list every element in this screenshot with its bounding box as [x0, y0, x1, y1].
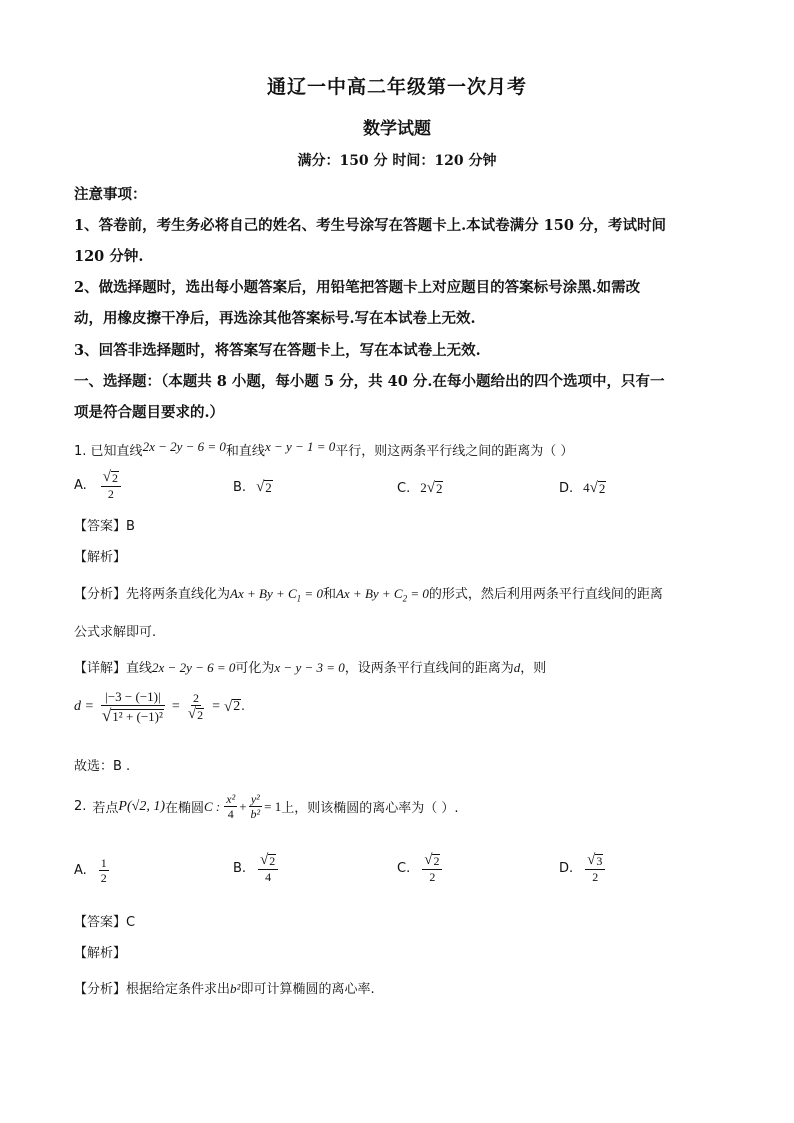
question-number: 2.: [74, 799, 87, 814]
text: 即可计算椭圆的离心率.: [240, 982, 375, 997]
formula-denominator: 1² + (−1)²: [112, 709, 163, 725]
option-label: D.: [559, 860, 574, 876]
fraction: $\frac{\text{x²}}{4}$: [226, 792, 236, 821]
point: P(√2, 1): [118, 798, 165, 814]
question-number: 1.: [74, 444, 87, 459]
section-heading-line-1: 一、选择题：（本题共 8 小题，每小题 5 分，共 40 分.在每小题给出的四个选项中，只有一: [74, 373, 665, 390]
text: 可化为: [235, 661, 275, 676]
section-heading-line-2: 项是符合题目要求的.）: [74, 404, 225, 421]
equation: x − y − 3 = 0: [274, 660, 345, 675]
analysis-xiangjie: [74, 657, 546, 676]
equation: $Ax + By + C_2 = 0$: [335, 586, 429, 604]
ellipse-label: C :: [204, 798, 221, 814]
conclusion: 故选：B .: [74, 759, 131, 774]
notice-item-2-line-2: 动，用橡皮擦干净后，再选涂其他答案标号.写在本试卷上无效.: [74, 310, 476, 327]
option-d: [559, 853, 607, 883]
stem-text: 已知直线: [90, 444, 143, 459]
distance-formula: d = |−3 − (−1)| √ 1² + (−1)² = 2 √ 2 = √ 2 .: [74, 689, 245, 725]
text: 的形式，然后利用两条平行直线间的距离: [428, 587, 663, 602]
formula-fraction: |−3 − (−1)| √ 1² + (−1)²: [101, 689, 163, 725]
analysis-heading: 【解析】: [74, 946, 127, 961]
fraction: √ 2 2: [101, 470, 121, 500]
formula-mid-fraction: 2 √ 2: [187, 691, 204, 723]
notice-item-3: 3、回答非选择题时，将答案写在答题卡上，写在本试卷上无效.: [74, 342, 481, 359]
option-label: C.: [397, 480, 411, 496]
sqrt-expression: √ 2: [256, 479, 272, 496]
option-label: A.: [74, 863, 87, 878]
question-1-stem: [74, 440, 573, 459]
equation: 2x − 2y − 6 = 0: [142, 439, 226, 454]
formula-lhs: d =: [74, 699, 94, 714]
notice-heading: 注意事项：: [74, 186, 147, 203]
sqrt-expression: √ 2: [426, 479, 443, 496]
stem-text: 上，则该椭圆的离心率为（ ）.: [281, 801, 459, 816]
formula-numerator: |−3 − (−1)|: [101, 690, 164, 706]
coefficient: 4: [583, 480, 590, 495]
denominator: 2: [107, 487, 114, 501]
stem-text: 和直线: [225, 444, 265, 459]
option-b: [233, 480, 273, 495]
variable: b²: [230, 981, 241, 996]
exam-meta: 满分：150 分 时间：120 分钟: [297, 153, 497, 169]
stem-text: 若点: [92, 801, 119, 816]
coefficient: 2: [420, 480, 427, 495]
equation: $Ax + By + C_1 = 0$: [230, 586, 323, 604]
text: 先将两条直线化为: [126, 587, 231, 602]
notice-item-2-line-1: 2、做选择题时，选出每小题答案后，用铅笔把答题卡上对应题目的答案标号涂黑.如需改: [74, 279, 641, 296]
fraction: √ 2 4: [258, 853, 278, 883]
equation: x − y − 1 = 0: [264, 439, 336, 454]
stem-text: 在椭圆: [164, 801, 204, 816]
analysis-fenxi: [74, 583, 663, 604]
xiangjie-tag: 【详解】: [74, 661, 127, 676]
notice-item-1-line-1: 1、答卷前，考生务必将自己的姓名、考生号涂写在答题卡上.本试卷满分 150 分，考试时间: [74, 217, 666, 234]
text: 直线: [126, 661, 153, 676]
equation-tail: = 1: [264, 798, 282, 814]
option-label: C.: [397, 860, 411, 876]
option-label: B.: [233, 860, 247, 876]
analysis-fenxi-line-2: 公式求解即可.: [74, 625, 157, 640]
fraction: √ 2 2: [422, 853, 442, 883]
question-2-stem: 2. 若点 P(√2, 1) 在椭圆 C : $\frac{\text{x²}}{4}$ + $\frac{\text{y²}}{\text{b²}}$ = 1 上，则该椭圆的离心率为（ ）.: [74, 792, 459, 821]
stem-text: 平行，则这两条平行线之间的距离为（ ）: [335, 444, 574, 459]
formula-result: √ 2: [223, 698, 241, 715]
option-label: D.: [559, 480, 574, 496]
text: ，则: [520, 661, 547, 676]
page-title: 通辽一中高二年级第一次月考: [266, 76, 527, 98]
option-c: [397, 853, 444, 883]
option-b: [233, 853, 280, 883]
fraction: $\frac{\text{y²}}{\text{b²}}$: [250, 792, 261, 821]
variable: d: [513, 660, 521, 675]
answer-label: 【答案】B: [74, 519, 135, 534]
text: 和: [322, 587, 336, 602]
option-label: B.: [233, 480, 247, 495]
notice-item-1-line-2: 120 分钟.: [74, 248, 144, 265]
sqrt-expression: √ 2: [589, 479, 606, 496]
answer-label: 【答案】C: [74, 915, 136, 930]
option-d: [559, 480, 606, 496]
option-c: [397, 480, 443, 496]
fenxi-tag: 【分析】: [74, 587, 127, 602]
text: ，设两条平行直线间的距离为: [344, 661, 514, 676]
option-a: [74, 857, 111, 884]
fraction: √ 3 2: [585, 853, 605, 883]
fraction: $\frac{1}{2}$: [100, 856, 107, 885]
radicand: 2: [112, 471, 119, 486]
analysis-fenxi: [74, 978, 375, 997]
equation: 2x − 2y − 6 = 0: [152, 660, 236, 675]
option-a: [74, 470, 123, 500]
option-label: A.: [74, 477, 87, 493]
text: 根据给定条件求出: [126, 982, 231, 997]
fenxi-tag: 【分析】: [74, 982, 127, 997]
subject-title: 数学试题: [363, 119, 431, 139]
analysis-heading: 【解析】: [74, 550, 127, 565]
